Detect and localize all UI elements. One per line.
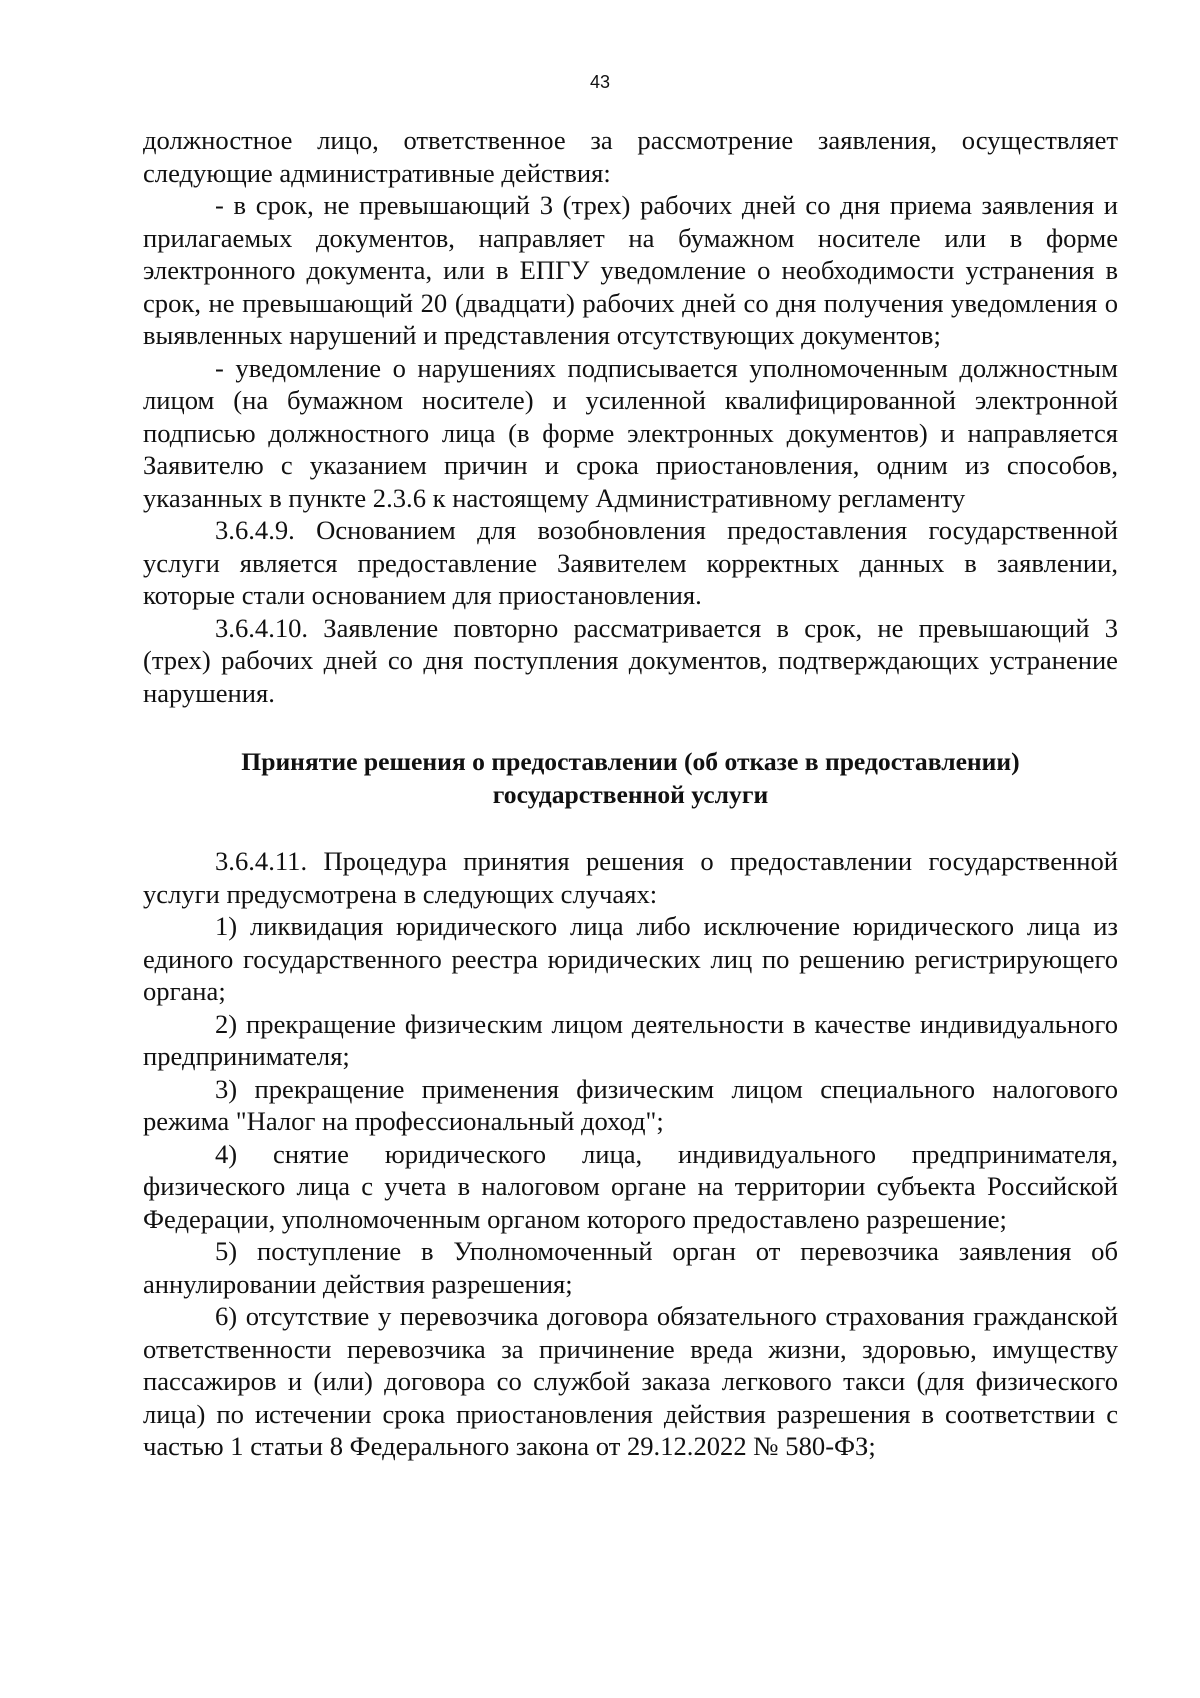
list-item-5: 5) поступление в Уполномоченный орган от перевозчика заявления об аннулировании действия разрешения;	[143, 1236, 1118, 1299]
paragraph-3-6-4-11: 3.6.4.11. Процедура принятия решения о предоставлении государственной услуги предусмотрена в следующих случаях:	[143, 846, 1118, 909]
paragraph-intro: должностное лицо, ответственное за рассмотрение заявления, осуществляет следующие административные действия:	[143, 125, 1118, 188]
paragraph-notice-signature: - уведомление о нарушениях подписывается уполномоченным должностным лицом (на бумажном носителе) и усиленной квалифицированной электронной подписью должностного лица (в форме электронных документов) и направляется Заявителю с указанием причин и срока приостановления, одним из способов, указанных в пункте 2.3.6 к настоящему Административному регламенту	[143, 352, 1118, 513]
section-heading: Принятие решения о предоставлении (об отказе в предоставлении) государственной услуги	[241, 747, 1020, 809]
page-number: 43	[589, 72, 611, 92]
list-item-2: 2) прекращение физическим лицом деятельности в качестве индивидуального предпринимателя;	[143, 1008, 1118, 1071]
paragraph-notice-deadline: - в срок, не превышающий 3 (трех) рабочих дней со дня приема заявления и прилагаемых документов, направляет на бумажном носителе или в форме электронного документа, или в ЕПГУ уведомление о необходимости устранения в срок, не превышающий 20 (двадцати) рабочих дней со дня получения уведомления о выявленных нарушений и представления отсутствующих документов;	[143, 190, 1118, 350]
list-item-4: 4) снятие юридического лица, индивидуального предпринимателя, физического лица с учета в налоговом органе на территории субъекта Российской Федерации, уполномоченным органом которого предоставлено разрешение;	[143, 1138, 1118, 1234]
list-item-3: 3) прекращение применения физическим лицом специального налогового режима "Налог на профессиональный доход";	[143, 1073, 1118, 1136]
list-item-1: 1) ликвидация юридического лица либо исключение юридического лица из единого государственного реестра юридических лиц по решению регистрирующего органа;	[143, 911, 1118, 1006]
paragraph-3-6-4-9: 3.6.4.9. Основанием для возобновления предоставления государственной услуги является предоставление Заявителем корректных данных в заявлении, которые стали основанием для приостановления.	[143, 515, 1118, 610]
list-item-6: 6) отсутствие у перевозчика договора обязательного страхования гражданской ответственности перевозчика за причинение вреда жизни, здоровью, имуществу пассажиров и (или) договора со службой заказа легкового такси (для физического лица) по истечении срока приостановления действия разрешения в соответствии с частью 1 статьи 8 Федерального закона от 29.12.2022 № 580-ФЗ;	[143, 1301, 1118, 1461]
paragraph-3-6-4-10: 3.6.4.10. Заявление повторно рассматривается в срок, не превышающий 3 (трех) рабочих дней со дня поступления документов, подтверждающих устранение нарушения.	[143, 612, 1118, 708]
document-body	[143, 124, 1118, 1463]
